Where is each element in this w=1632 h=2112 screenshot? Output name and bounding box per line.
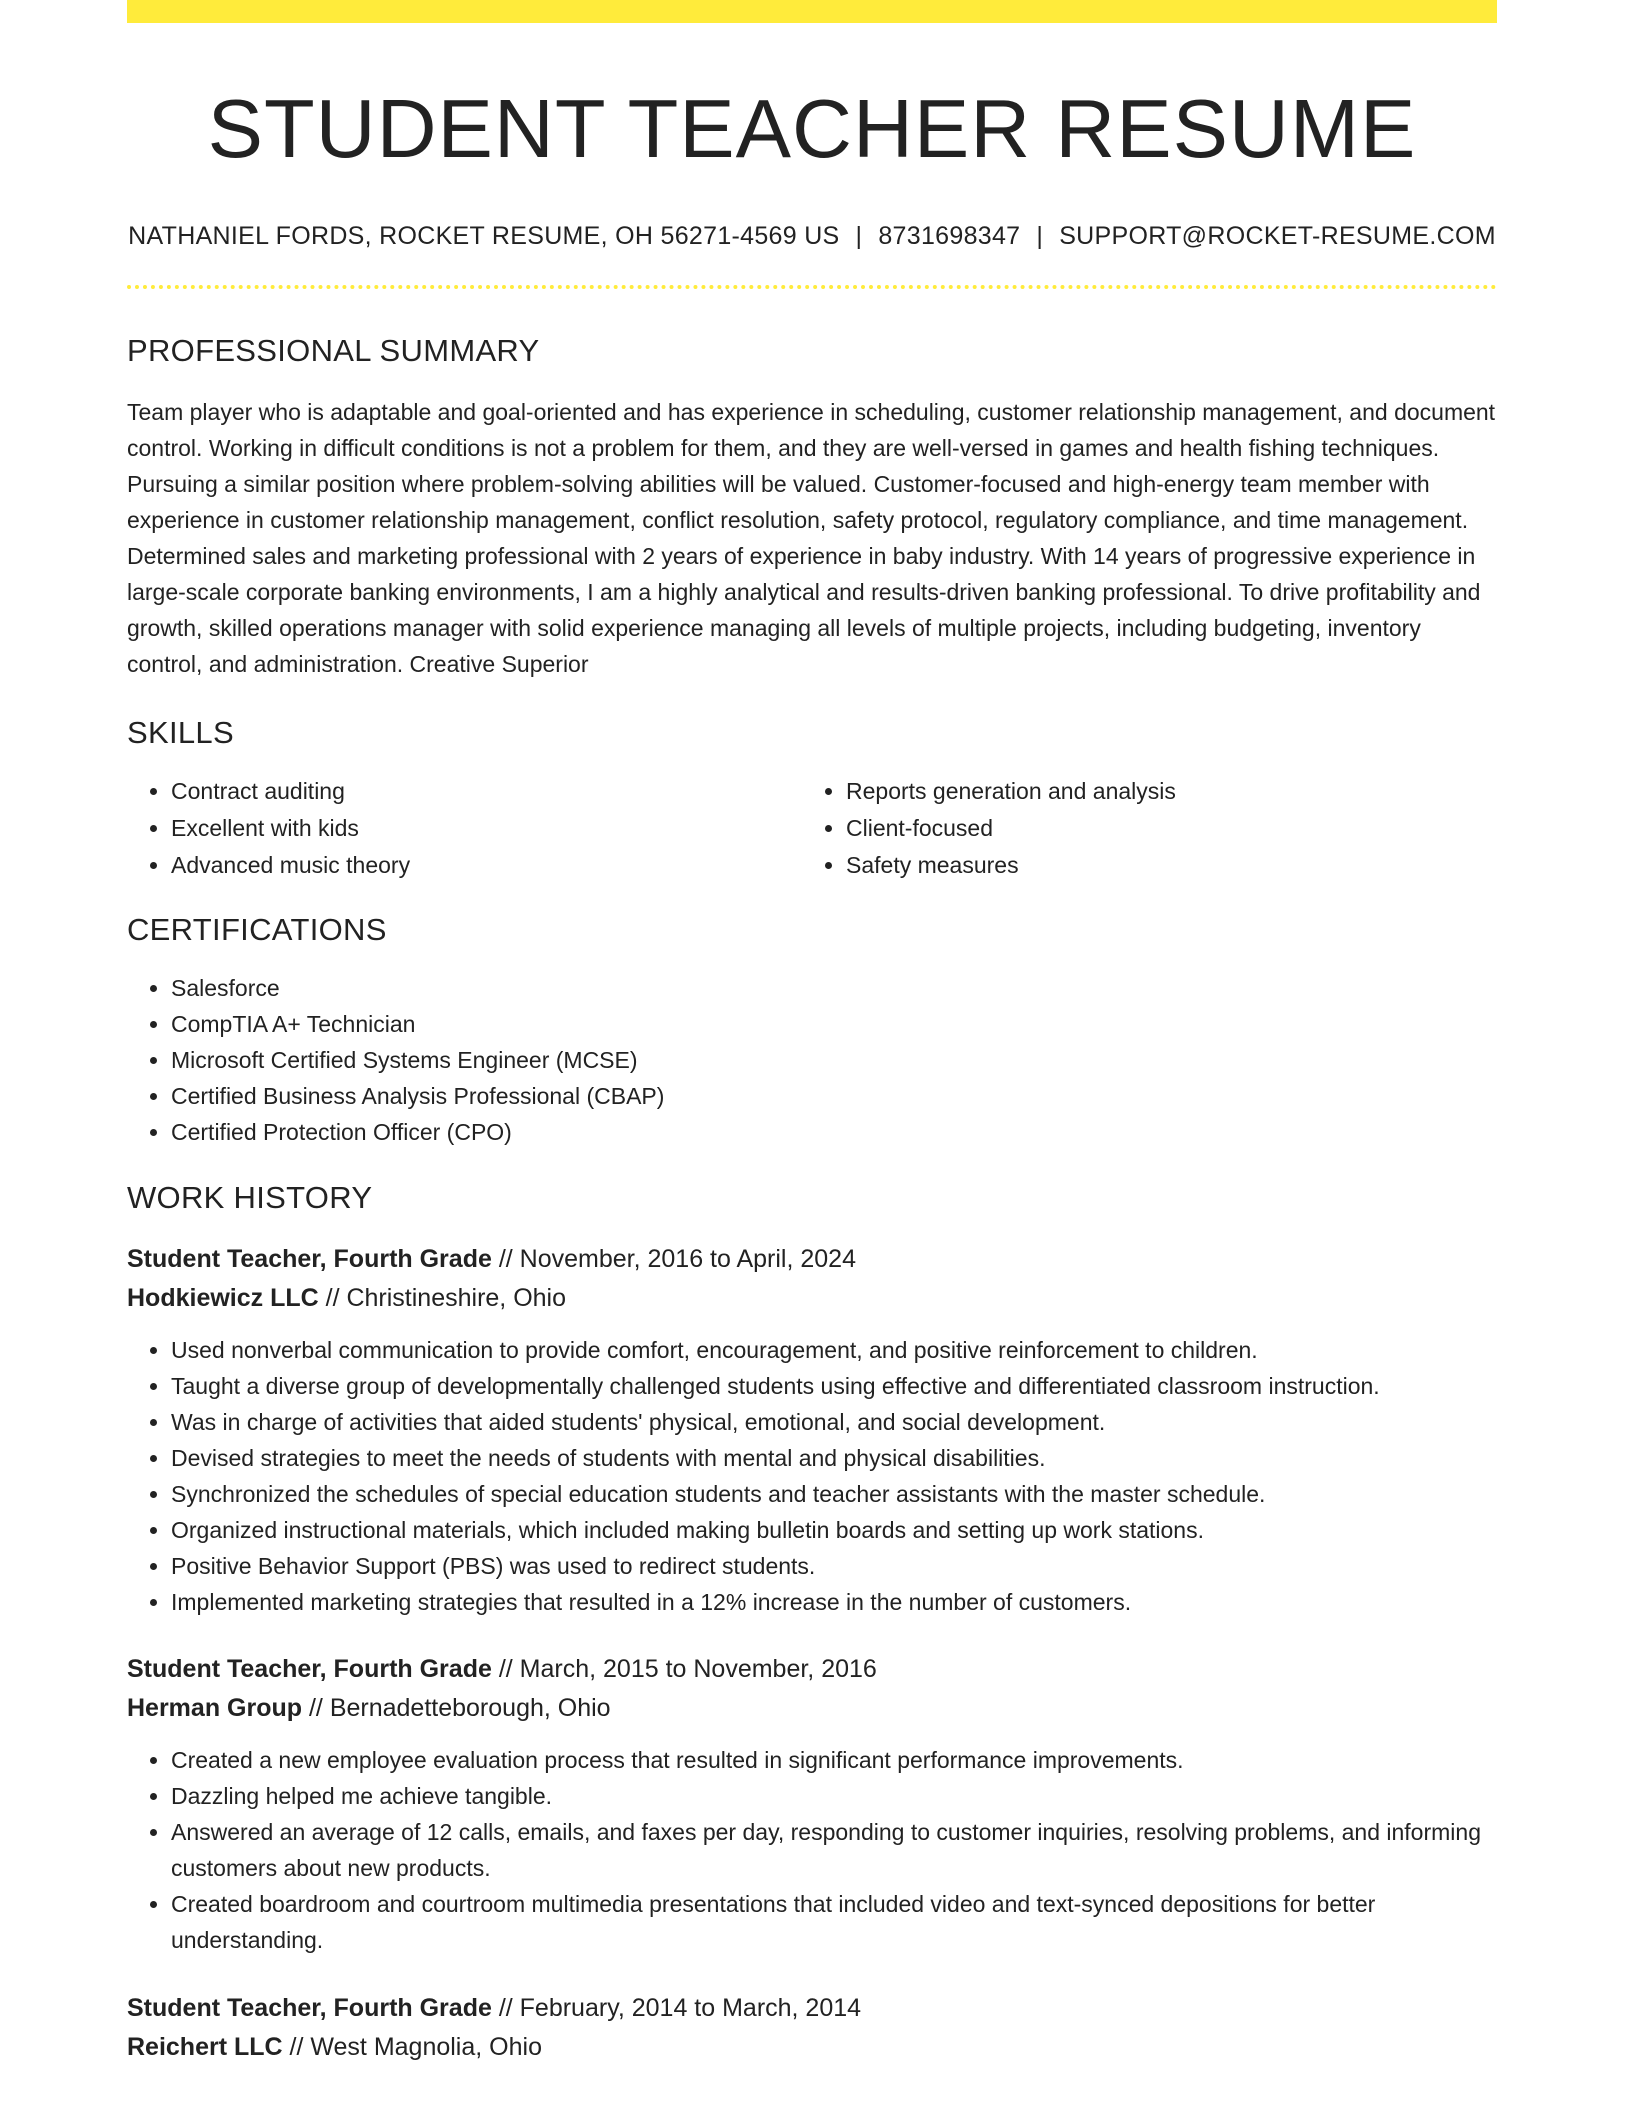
job-location: // Bernadetteborough, Ohio (302, 1694, 611, 1723)
job-duty-item: • Used nonverbal communication to provide comfort, encouragement, and positive reinforcement to children. (171, 1332, 1497, 1368)
skills-list (127, 773, 1497, 884)
job-duty-item: • Was in charge of activities that aided students' physical, emotional, and social development. (171, 1404, 1497, 1440)
job-dates: // February, 2014 to March, 2014 (491, 1994, 862, 2023)
job-company-line (127, 1279, 1497, 1318)
skill-item: • Reports generation and analysis (846, 773, 1477, 810)
job-entry (127, 1240, 1497, 1620)
job-location: // West Magnolia, Ohio (282, 2033, 542, 2062)
contact-address: NATHANIEL FORDS, ROCKET RESUME, OH 56271-4569 US (128, 222, 840, 251)
skill-item: • Advanced music theory (171, 847, 802, 884)
job-title-line (127, 1650, 1497, 1689)
job-company: Reichert LLC (127, 2033, 283, 2062)
page-title: STUDENT TEACHER RESUME (207, 82, 1417, 175)
work-history-heading: WORK HISTORY (127, 1180, 373, 1216)
job-duty-item: • Dazzling helped me achieve tangible. (171, 1778, 1497, 1814)
resume-page (127, 0, 1497, 2067)
contact-separator: | (855, 222, 863, 251)
contact-line (127, 222, 1497, 251)
job-duty-item: • Devised strategies to meet the needs of students with mental and physical disabilities. (171, 1440, 1497, 1476)
certification-item: • Certified Business Analysis Professional (CBAP) (171, 1078, 1497, 1114)
job-duty-item: • Organized instructional materials, which included making bulletin boards and setting up work stations. (171, 1512, 1497, 1548)
summary-text: Team player who is adaptable and goal-oriented and has experience in scheduling, customer relationship management, and document control. Working in difficult conditions is not a problem for them, and they are well-versed in games and health fishing techniques. Pursuing a similar position where problem-solving abilities will be valued. Customer-focused and high-energy team member with experience in customer relationship management, conflict resolution, safety protocol, regulatory compliance, and time management. Determined sales and marketing professional with 2 years of experience in baby industry. With 14 years of progressive experience in large-scale corporate banking environments, I am a highly analytical and results-driven banking professional. To drive profitability and growth, skilled operations manager with solid experience managing all levels of multiple projects, including budgeting, inventory control, and administration. Creative Superior (127, 399, 1496, 678)
skills-heading: SKILLS (127, 715, 234, 751)
job-company: Hodkiewicz LLC (127, 1284, 319, 1313)
contact-phone: 8731698347 (878, 222, 1021, 251)
job-duty-item: • Created a new employee evaluation process that resulted in significant performance improvements. (171, 1742, 1497, 1778)
certification-item: • CompTIA A+ Technician (171, 1006, 1497, 1042)
job-duty-item: • Taught a diverse group of developmentally challenged students using effective and differentiated classroom instruction. (171, 1368, 1497, 1404)
job-duty-item: • Answered an average of 12 calls, emails, and faxes per day, responding to customer inquiries, resolving problems, and informing customers about new products. (171, 1814, 1497, 1886)
certification-item: • Microsoft Certified Systems Engineer (MCSE) (171, 1042, 1497, 1078)
job-title: Student Teacher, Fourth Grade (127, 1994, 492, 2023)
job-duties (127, 1332, 1497, 1620)
job-entry (127, 1989, 1497, 2067)
job-duty-item: • Synchronized the schedules of special education students and teacher assistants with the master schedule. (171, 1476, 1497, 1512)
job-title: Student Teacher, Fourth Grade (127, 1655, 492, 1684)
job-title: Student Teacher, Fourth Grade (127, 1245, 492, 1274)
certifications-list (127, 970, 1497, 1150)
accent-bar (127, 0, 1497, 23)
summary-heading: PROFESSIONAL SUMMARY (127, 333, 540, 369)
certification-item: • Certified Protection Officer (CPO) (171, 1114, 1497, 1150)
contact-email: SUPPORT@ROCKET-RESUME.COM (1059, 222, 1496, 251)
job-location: // Christineshire, Ohio (318, 1284, 567, 1313)
job-duty-item: • Positive Behavior Support (PBS) was used to redirect students. (171, 1548, 1497, 1584)
job-entry (127, 1650, 1497, 1958)
skill-item: • Client-focused (846, 810, 1477, 847)
skill-item: • Contract auditing (171, 773, 802, 810)
job-dates: // March, 2015 to November, 2016 (491, 1655, 877, 1684)
job-company-line (127, 2028, 1497, 2067)
job-company-line (127, 1689, 1497, 1728)
certifications-heading: CERTIFICATIONS (127, 912, 387, 948)
certification-item: • Salesforce (171, 970, 1497, 1006)
job-duty-item: • Created boardroom and courtroom multimedia presentations that included video and text-synced depositions for better understanding. (171, 1886, 1497, 1958)
skills-column-right (802, 773, 1477, 884)
job-company: Herman Group (127, 1694, 303, 1723)
skill-item: • Excellent with kids (171, 810, 802, 847)
dotted-divider (127, 285, 1497, 289)
job-title-line (127, 1989, 1497, 2028)
skills-column-left (127, 773, 802, 884)
job-duties (127, 1742, 1497, 1958)
job-title-line (127, 1240, 1497, 1279)
contact-separator: | (1036, 222, 1044, 251)
job-duty-item: • Implemented marketing strategies that resulted in a 12% increase in the number of customers. (171, 1584, 1497, 1620)
skill-item: • Safety measures (846, 847, 1477, 884)
job-dates: // November, 2016 to April, 2024 (491, 1245, 856, 1274)
